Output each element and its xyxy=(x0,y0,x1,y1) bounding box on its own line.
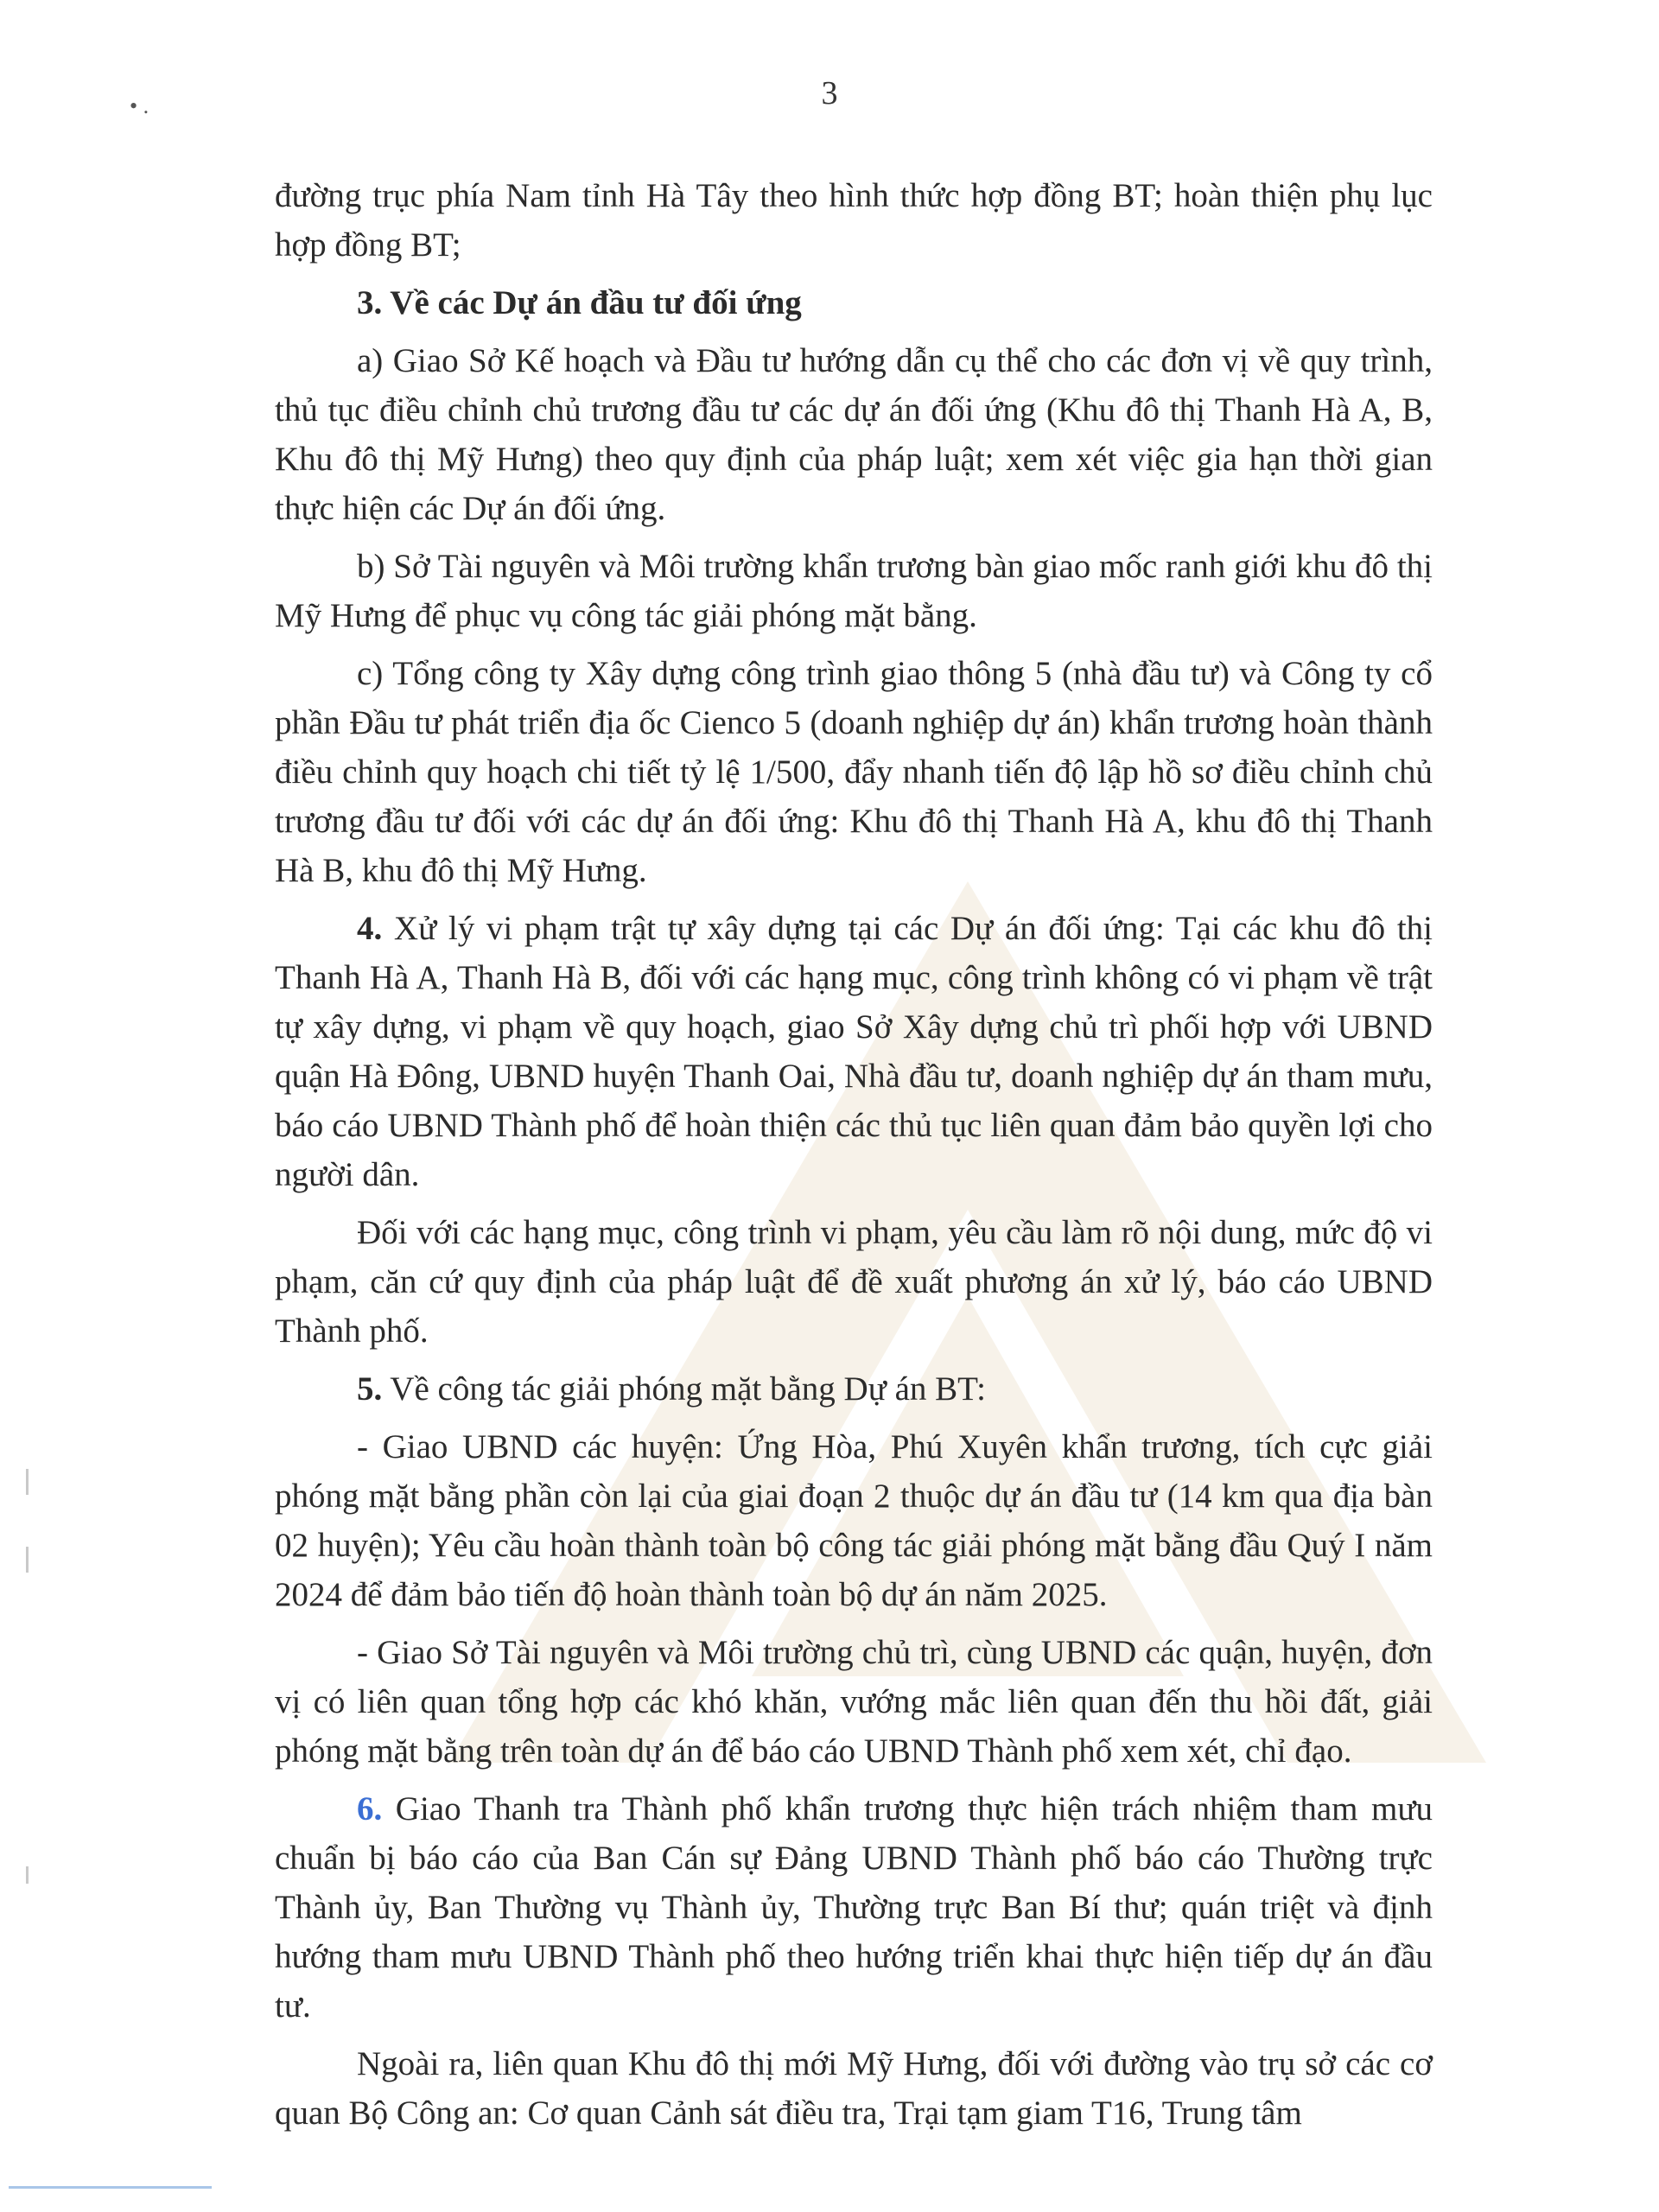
scan-mark xyxy=(26,1547,29,1573)
paragraph-3a: a) Giao Sở Kế hoạch và Đầu tư hướng dẫn cụ thể cho các đơn vị về quy trình, thủ tục điều chỉnh chủ trương đầu tư các dự án đối ứng (Khu đô thị Thanh Hà A, B, Khu đô thị Mỹ Hưng) theo quy định của pháp luật; xem xét việc gia hạn thời gian thực hiện các Dự án đối ứng. xyxy=(275,342,1433,527)
item-number-5: 5. xyxy=(357,1370,383,1408)
paragraph-3c: c) Tổng công ty Xây dựng công trình giao thông 5 (nhà đầu tư) và Công ty cổ phần Đầu tư phát triển địa ốc Cienco 5 (doanh nghiệp dự án) khẩn trương hoàn thành điều chỉnh quy hoạch chi tiết tỷ lệ 1/500, đẩy nhanh tiến độ lập hồ sơ điều chỉnh chủ trương đầu tư đối với các dự án đối ứng: Khu đô thị Thanh Hà A, khu đô thị Thanh Hà B, khu đô thị Mỹ Hưng. xyxy=(275,655,1433,889)
paragraph-5-bullet-2: - Giao Sở Tài nguyên và Môi trường chủ trì, cùng UBND các quận, huyện, đơn vị có liên quan tổng hợp các khó khăn, vướng mắc liên quan đến thu hồi đất, giải phóng mặt bằng trên toàn dự án để báo cáo UBND Thành phố xem xét, chỉ đạo. xyxy=(275,1634,1433,1770)
paragraph-additional: Ngoài ra, liên quan Khu đô thị mới Mỹ Hưng, đối với đường vào trụ sở các cơ quan Bộ Công an: Cơ quan Cảnh sát điều tra, Trại tạm giam T16, Trung tâm xyxy=(275,2045,1433,2132)
paragraph-continuation: đường trục phía Nam tỉnh Hà Tây theo hình thức hợp đồng BT; hoàn thiện phụ lục hợp đồng BT; xyxy=(275,177,1433,264)
scan-mark xyxy=(26,1469,29,1495)
paragraph-item-6 xyxy=(275,1784,1433,2031)
paragraph-item-5 xyxy=(275,1364,1433,1414)
item-number-4: 4. xyxy=(357,910,383,947)
paragraph-3b: b) Sở Tài nguyên và Môi trường khẩn trương bàn giao mốc ranh giới khu đô thị Mỹ Hưng để phục vụ công tác giải phóng mặt bằng. xyxy=(275,548,1433,634)
item-number-6: 6. xyxy=(357,1790,383,1827)
page-number: 3 xyxy=(821,75,838,111)
document-body xyxy=(275,171,1433,2146)
item-4-text: Xử lý vi phạm trật tự xây dựng tại các Dự án đối ứng: Tại các khu đô thị Thanh Hà A, Thanh Hà B, đối với các hạng mục, công trình không có vi phạm về trật tự xây dựng, vi phạm về quy hoạch, giao Sở Xây dựng chủ trì phối hợp với UBND quận Hà Đông, UBND huyện Thanh Oai, Nhà đầu tư, doanh nghiệp dự án tham mưu, báo cáo UBND Thành phố để hoàn thiện các thủ tục liên quan đảm bảo quyền lợi cho người dân. xyxy=(275,910,1433,1193)
paragraph-4-violations: Đối với các hạng mục, công trình vi phạm, yêu cầu làm rõ nội dung, mức độ vi phạm, căn cứ quy định của pháp luật để đề xuất phương án xử lý, báo cáo UBND Thành phố. xyxy=(275,1214,1433,1350)
bottom-scan-line xyxy=(9,2186,212,2189)
section-heading-3: 3. Về các Dự án đầu tư đối ứng xyxy=(357,284,802,321)
paragraph-item-4 xyxy=(275,904,1433,1199)
scan-dots: • . xyxy=(130,93,149,118)
item-6-text: Giao Thanh tra Thành phố khẩn trương thực hiện trách nhiệm tham mưu chuẩn bị báo cáo của Ban Cán sự Đảng UBND Thành phố báo cáo Thường trực Thành ủy, Ban Thường vụ Thành ủy, Thường trực Ban Bí thư; quán triệt và định hướng tham mưu UBND Thành phố theo hướng triển khai thực hiện tiếp dự án đầu tư. xyxy=(275,1790,1433,2024)
scan-mark xyxy=(26,1866,29,1884)
item-5-text: Về công tác giải phóng mặt bằng Dự án BT: xyxy=(390,1370,986,1408)
paragraph-5-bullet-1: - Giao UBND các huyện: Ứng Hòa, Phú Xuyên khẩn trương, tích cực giải phóng mặt bằng phần còn lại của giai đoạn 2 thuộc dự án đầu tư (14 km qua địa bàn 02 huyện); Yêu cầu hoàn thành toàn bộ công tác giải phóng mặt bằng đầu Quý I năm 2024 để đảm bảo tiến độ hoàn thành toàn bộ dự án năm 2025. xyxy=(275,1428,1433,1613)
